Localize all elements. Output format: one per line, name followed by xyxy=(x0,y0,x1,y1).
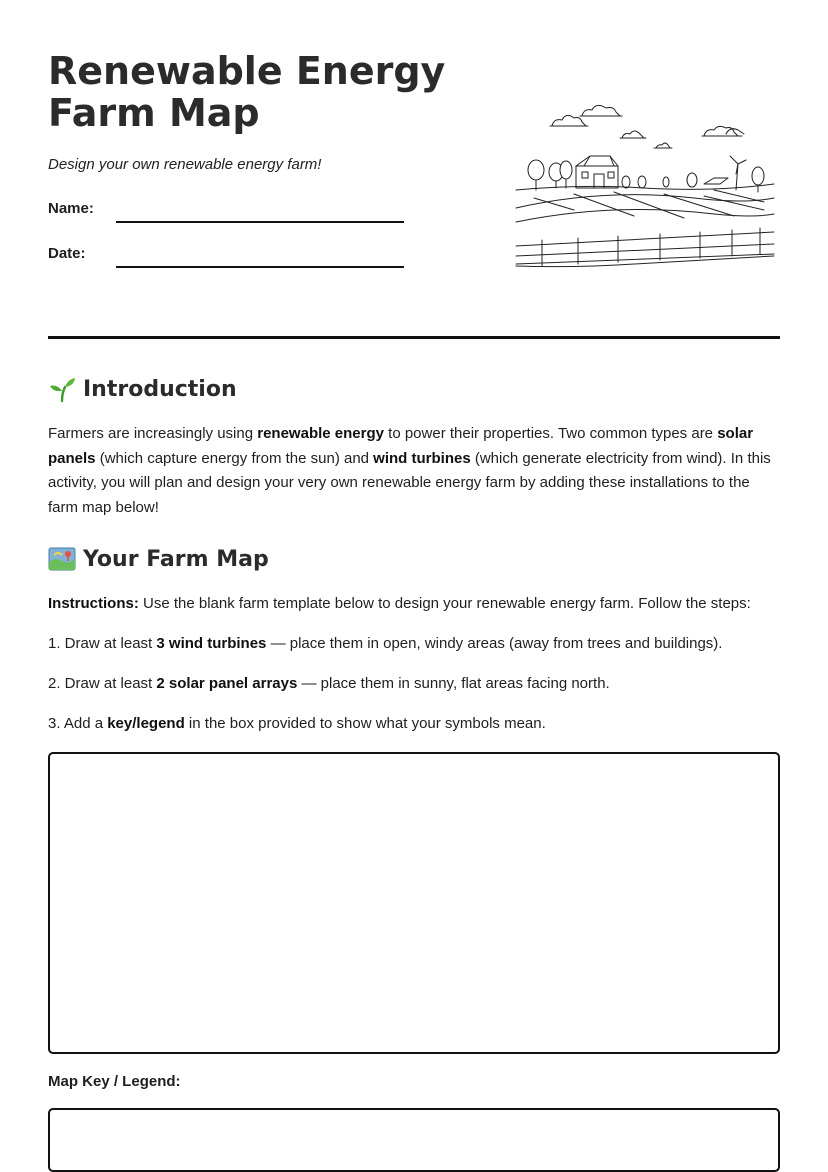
intro-text-4: (which generate electricity from wind). In this activity, you will plan and design your very own renewable energy farm by adding these installations to the farm map below! xyxy=(48,449,771,516)
step-3-suffix: in the box provided to show what your symbols mean. xyxy=(184,715,546,732)
instructions-text: Use the blank farm template below to design your renewable energy farm. Follow the steps: xyxy=(138,595,751,612)
farm-map-heading-text: Your Farm Map xyxy=(83,546,269,572)
date-line[interactable] xyxy=(116,266,404,268)
step-3-prefix: 3. Add a xyxy=(48,715,108,732)
step-2-bold: 2 solar panel arrays xyxy=(156,675,298,692)
page-title: Renewable Energy Farm Map xyxy=(48,49,446,135)
page-subtitle: Design your own renewable energy farm! xyxy=(48,156,322,173)
intro-text-1: Farmers are increasingly using xyxy=(48,425,258,442)
step-2-suffix: — place them in sunny, flat areas facing north. xyxy=(297,675,610,692)
step-2-prefix: 2. Draw at least xyxy=(48,675,157,692)
farm-landscape-illustration xyxy=(514,98,776,270)
step-item xyxy=(48,713,780,735)
name-line[interactable] xyxy=(116,221,404,223)
seedling-icon xyxy=(48,375,76,403)
section-divider xyxy=(48,336,780,339)
step-1-bold: 3 wind turbines xyxy=(156,635,267,652)
intro-text-2: to power their properties. Two common types are xyxy=(383,425,718,442)
instructions-label: Instructions: xyxy=(48,595,139,612)
legend-label: Map Key / Legend: xyxy=(48,1073,181,1090)
intro-bold-1: renewable energy xyxy=(257,425,384,442)
step-item xyxy=(48,673,780,695)
step-item xyxy=(48,633,780,655)
farm-map-heading xyxy=(48,545,269,573)
step-1-suffix: — place them in open, windy areas (away from trees and buildings). xyxy=(266,635,723,652)
date-label: Date: xyxy=(48,245,86,262)
date-field[interactable] xyxy=(48,245,408,269)
intro-text-3: (which capture energy from the sun) and xyxy=(95,449,374,467)
step-3-bold: key/legend xyxy=(107,715,185,732)
introduction-paragraph xyxy=(48,422,780,520)
intro-bold-2: solar panels xyxy=(48,425,754,467)
farm-map-drawing-area[interactable] xyxy=(48,752,780,1054)
name-label: Name: xyxy=(48,200,94,217)
introduction-heading xyxy=(48,375,237,403)
intro-bold-3: wind turbines xyxy=(373,449,471,467)
name-field[interactable] xyxy=(48,200,408,224)
instructions xyxy=(48,593,780,615)
map-icon xyxy=(48,545,76,573)
introduction-heading-text: Introduction xyxy=(83,376,237,402)
step-1-prefix: 1. Draw at least xyxy=(48,635,157,652)
